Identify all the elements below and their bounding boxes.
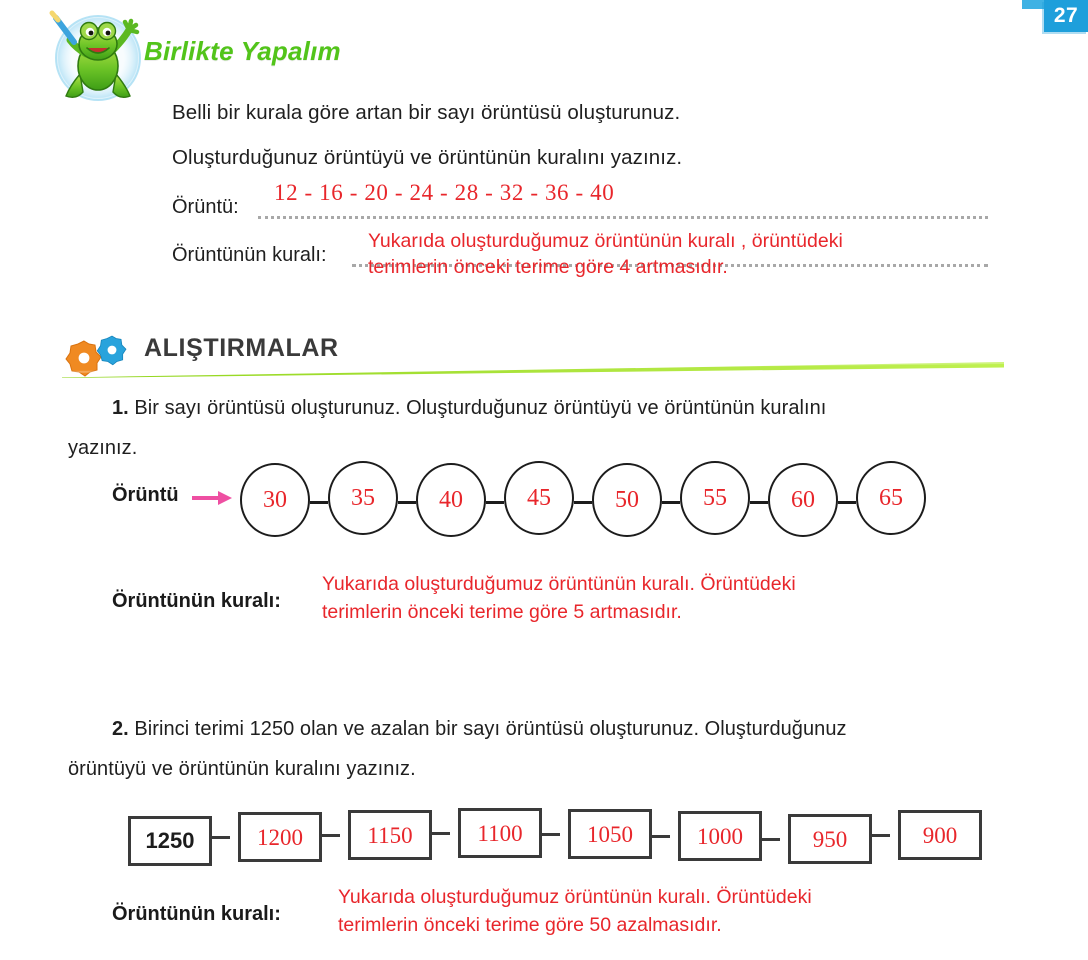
pattern-box [348,810,432,860]
exercise-1-rule-label: Örüntünün kuralı: [112,590,281,612]
exercise-1-question-text-1: Bir sayı örüntüsü oluşturunuz. Oluşturduğunuz örüntüyü ve örüntünün kuralını [134,397,827,419]
chain-connector [872,834,890,837]
pattern-box-value: 1050 [587,821,633,847]
pattern-circle [328,461,398,535]
page-tab-notch [1022,0,1044,9]
chain-connector [310,501,328,504]
pattern-box-value: 1150 [367,822,413,848]
activity-prompt-2: Oluşturduğunuz örüntüyü ve örüntünün kuralını yazınız. [172,146,683,169]
pattern-circle [768,463,838,537]
pattern-box-value: 1100 [477,820,523,846]
exercises-title: ALIŞTIRMALAR [144,334,339,362]
exercise-2-pattern-chain [128,808,982,870]
pattern-box [788,814,872,864]
chain-connector [432,832,450,835]
activity-rule-answer-line-1: Yukarıda oluşturduğumuz örüntünün kuralı , örüntüdeki [368,230,843,252]
pattern-circle [680,461,750,535]
exercise-1-pattern-chain [240,463,926,541]
pattern-circle-value: 35 [351,485,375,511]
arrow-right-icon [192,489,234,507]
activity-title: Birlikte Yapalım [144,36,341,66]
frog-mascot-icon [46,8,150,108]
chain-connector [762,838,780,841]
chain-connector [662,501,680,504]
exercise-2-number: 2. [112,718,129,740]
pattern-circle [416,463,486,537]
exercise-1-question-line-1 [112,397,826,420]
exercise-2-rule-label: Örüntünün kuralı: [112,903,281,925]
chain-connector [750,501,768,504]
exercise-1-number: 1. [112,397,129,419]
activity-pattern-dotted-line [258,216,988,219]
exercise-1-rule-answer [322,570,796,626]
activity-pattern-answer: 12 - 16 - 20 - 24 - 28 - 32 - 36 - 40 [274,180,615,205]
pattern-circle [856,461,926,535]
exercises-section-header [62,332,1012,380]
chain-connector [486,501,504,504]
activity-rule-answer [368,228,843,280]
pattern-circle-value: 65 [879,485,903,511]
chain-connector [398,501,416,504]
exercise-1-rule-answer-line-1: Yukarıda oluşturduğumuz örüntünün kuralı. Örüntüdeki [322,573,796,595]
chain-connector [838,501,856,504]
pattern-circle [592,463,662,537]
pattern-circle [240,463,310,537]
page-number-tab [1044,0,1088,32]
exercise-2-rule-answer [338,883,812,939]
pattern-box [458,808,542,858]
pattern-circle-value: 30 [263,487,287,513]
pattern-box-value: 1250 [145,828,195,853]
section-divider-bar [62,362,1004,378]
page-number: 27 [1053,4,1079,27]
pattern-box-value: 1200 [257,824,303,850]
activity-prompt-1: Belli bir kurala göre artan bir sayı örüntüsü oluşturunuz. [172,101,681,124]
pattern-box [678,811,762,861]
chain-connector [212,836,230,839]
pattern-box-given [128,816,212,866]
chain-connector [574,501,592,504]
exercise-1-question-line-2: yazınız. [68,437,138,459]
activity-rule-label: Örüntünün kuralı: [172,244,327,266]
pattern-box-value: 950 [812,826,848,852]
exercise-1-rule-answer-line-2: terimlerin önceki terime göre 5 artmasıdır. [322,601,682,623]
pattern-box [898,810,982,860]
activity-rule-answer-line-2: terimlerin önceki terime göre 4 artmasıdır. [368,256,728,278]
chain-connector [652,835,670,838]
chain-connector [542,833,560,836]
pattern-circle [504,461,574,535]
exercise-2-question-line-1 [112,718,847,741]
exercise-2-question-text-1: Birinci terimi 1250 olan ve azalan bir sayı örüntüsü oluşturunuz. Oluşturduğunuz [134,718,847,740]
pattern-circle-value: 55 [703,485,727,511]
activity-pattern-label: Örüntü: [172,196,239,218]
pattern-box [238,812,322,862]
pattern-box-value: 900 [922,822,958,848]
pattern-box [568,809,652,859]
pattern-box-value: 1000 [697,823,743,849]
pattern-circle-value: 50 [615,487,639,513]
pattern-circle-value: 45 [527,485,551,511]
exercise-1-pattern-label: Örüntü [112,484,179,506]
pattern-circle-value: 40 [439,487,463,513]
pattern-circle-value: 60 [791,487,815,513]
exercise-2-rule-answer-line-1: Yukarıda oluşturduğumuz örüntünün kuralı. Örüntüdeki [338,886,812,908]
exercise-2-question-line-2: örüntüyü ve örüntünün kuralını yazınız. [68,758,416,780]
chain-connector [322,834,340,837]
exercise-2-rule-answer-line-2: terimlerin önceki terime göre 50 azalmasıdır. [338,914,722,936]
